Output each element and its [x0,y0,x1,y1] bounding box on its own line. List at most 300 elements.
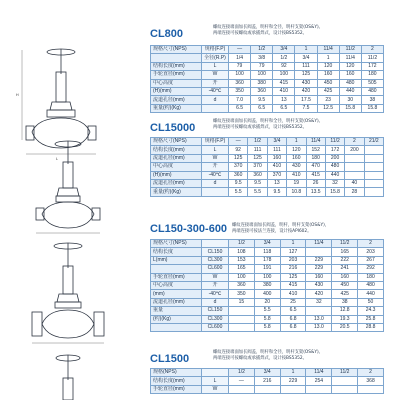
table-row [151,369,384,377]
row-unit: -40℃ [202,171,229,179]
table-cell: 9.5 [267,188,286,196]
table-cell: 420 [295,87,317,95]
row-unit: L [202,62,229,70]
table-row [151,290,384,298]
table-cell [229,385,255,393]
table-row [151,146,384,154]
row-unit: W [202,71,229,79]
section-desc: 螺纹连接端面加长阀盖，明杆和全径，明杆支架(OS&Y)。 两端连接可按螺纹或承插焊式，设计按BS5352。 [213,25,323,36]
table-cell [364,179,383,187]
table-row [151,154,384,162]
table-cell [229,323,255,331]
table-cell: 440 [358,290,384,298]
row-label: 结构长度(mm) [151,62,202,70]
table-cell: 19 [287,179,306,187]
row-label: 规格(NPS) [151,369,202,377]
table-cell: 203 [280,256,306,264]
row-unit: 开 [202,163,229,171]
svg-text:L: L [56,157,58,161]
table-cell: 120 [317,62,339,70]
row-label: (约)(Kg) [151,315,202,323]
table-cell: 2 [345,138,364,146]
table-cell: 120 [339,62,361,70]
table-cell: 165 [332,248,358,256]
table-cell [254,385,280,393]
table-cell: 425 [317,87,339,95]
table-cell: 11/2 [332,369,358,377]
row-label [151,265,202,273]
table-cell: 11/4 [306,240,332,248]
table-cell [229,307,255,315]
table-cell: 5.8 [254,323,280,331]
table-cell: 1 [280,240,306,248]
row-unit: L [202,377,229,385]
table-cell: 180 [358,273,384,281]
row-unit [202,188,229,196]
table-cell: 3/4 [254,369,280,377]
table-cell: 13.0 [306,315,332,323]
table-cell [306,248,332,256]
table-cell: 11/2 [361,54,383,62]
table-cell: 222 [332,256,358,264]
table-cell: 178 [254,256,280,264]
row-label: 中心高度 [151,79,202,87]
table-cell: 505 [361,79,383,87]
row-label [151,323,202,331]
table-cell: 1/4 [229,54,251,62]
table-cell: 20.5 [332,323,358,331]
table-cell: 26 [306,179,325,187]
table-cell: 229 [280,377,306,385]
table-cell: 108 [229,248,255,256]
table-row [151,87,384,95]
table-cell [364,146,383,154]
table-cell: 10.8 [287,188,306,196]
table-cell: 12.8 [332,307,358,315]
table-cell [306,307,332,315]
row-unit: W [202,273,229,281]
table-cell: 100 [251,71,273,79]
table-cell: 20 [254,298,280,306]
row-label: 流道孔径(mm) [151,179,202,187]
table-cell: 11/2 [325,138,344,146]
table-cell: 480 [325,163,344,171]
table-cell: 254 [306,377,332,385]
row-label: 手轮直径(mm) [151,385,202,393]
row-unit: W [202,154,229,162]
table-cell: 13 [273,96,295,104]
row-unit: 开 [202,281,229,289]
table-cell: 38 [361,96,383,104]
table-row [151,307,384,315]
table-cell: 125 [280,273,306,281]
table-cell: 1 [280,369,306,377]
table-cell: 15.8 [339,104,361,112]
table-row [151,171,384,179]
table-cell: 350 [229,87,251,95]
table-cell: 32 [325,179,344,187]
table-cell: 380 [254,281,280,289]
table-cell: 92 [229,146,248,154]
table-cell: 25 [280,298,306,306]
table-cell: 292 [358,265,384,273]
table-cell [332,377,358,385]
row-label: 中心高度 [151,163,202,171]
table-row [151,104,384,112]
row-unit: -40℃ [202,290,229,298]
table-cell: 120 [287,146,306,154]
table-cell: 216 [280,265,306,273]
table-cell: 38 [332,298,358,306]
row-unit: d [202,96,229,104]
section-desc: 螺纹连接端面加长阀盖，明杆，明杆支架(OS&Y)， 两端连接可按法兰连接，设计按API602。 [232,223,330,234]
table-row [151,240,384,248]
table-cell: 241 [332,265,358,273]
table-cell: 180 [361,71,383,79]
table-cell: 21/2 [364,138,383,146]
table-cell: 172 [325,146,344,154]
table-cell: 6.5 [251,104,273,112]
section-title: CL15000 [150,122,196,134]
table-cell: 160 [287,154,306,162]
table-cell: 15.8 [325,188,344,196]
row-unit: -40℃ [202,87,229,95]
table-cell: — [229,138,248,146]
table-cell: 1/2 [229,369,255,377]
table-cell: 11/4 [339,54,361,62]
table-cell: 1/2 [273,54,295,62]
row-unit: CL300 [202,256,229,264]
table-row [151,46,384,54]
table-cell: 180 [306,154,325,162]
row-unit: CL600 [202,323,229,331]
table-row [151,188,384,196]
row-unit [202,104,229,112]
table-cell: 11/2 [332,240,358,248]
table-row [151,96,384,104]
table-cell: 13.0 [306,323,332,331]
row-label: 重量(约)(Kg) [151,188,202,196]
row-unit: L [202,146,229,154]
table-cell: 1 [287,138,306,146]
section-title: CL150-300-600 [150,223,228,235]
table-cell: 430 [295,79,317,87]
row-label: 结构长度 [151,248,202,256]
table-cell [345,154,364,162]
table-cell: 410 [287,171,306,179]
spec-table [150,137,384,197]
row-unit: d [202,179,229,187]
row-unit: CL300 [202,315,229,323]
table-cell: 23 [317,96,339,104]
table-cell [345,163,364,171]
table-cell: 11/2 [339,46,361,54]
table-cell: 410 [280,290,306,298]
table-cell: 410 [273,87,295,95]
table-cell: 430 [287,163,306,171]
row-label: L(mm) [151,256,202,264]
table-cell: 165 [229,265,255,273]
table-cell: 1 [317,54,339,62]
table-cell [364,188,383,196]
row-unit: d [202,298,229,306]
table-cell: 7.5 [295,104,317,112]
table-cell: 40 [345,179,364,187]
table-cell: 13.5 [306,188,325,196]
table-cell: 368 [358,377,384,385]
spec-table [150,45,384,113]
table-cell: 1/2 [251,46,273,54]
table-cell: 100 [229,273,255,281]
table-cell: 480 [361,87,383,95]
table-cell: 420 [306,290,332,298]
table-cell: 111 [267,146,286,154]
table-cell: — [229,46,251,54]
table-cell: 3/4 [273,46,295,54]
table-cell: 430 [306,281,332,289]
table-cell: 111 [295,62,317,70]
table-cell: 425 [332,290,358,298]
table-cell: 19.3 [332,315,358,323]
row-label: 规格尺寸(NPS) [151,46,202,54]
table-cell: 153 [229,256,255,264]
table-cell: 1/2 [248,138,267,146]
table-cell: 203 [358,248,384,256]
table-cell: 15.8 [361,104,383,112]
table-cell: 6.5 [229,104,251,112]
table-cell: 11/4 [317,46,339,54]
table-cell: 9.5 [251,96,273,104]
row-unit [202,240,229,248]
table-cell [358,385,384,393]
table-cell: 3/4 [254,240,280,248]
row-unit: CL150 [202,307,229,315]
table-cell: 125 [248,154,267,162]
table-row [151,256,384,264]
valve-drawing [30,136,106,236]
table-cell: 79 [251,62,273,70]
table-row [151,79,384,87]
section-title: CL1500 [150,353,190,365]
row-unit: 开 [202,79,229,87]
table-cell: 200 [345,146,364,154]
table-row [151,179,384,187]
table-cell: 13 [267,179,286,187]
table-cell [364,163,383,171]
table-cell: 100 [254,273,280,281]
table-cell: 191 [254,265,280,273]
table-cell: 127 [280,248,306,256]
table-cell: 380 [251,79,273,87]
table-cell [364,171,383,179]
table-cell: 229 [306,265,332,273]
row-label: (H)(mm) [151,87,202,95]
table-row [151,54,384,62]
table-cell: 5.5 [229,188,248,196]
table-cell: 3/8 [251,54,273,62]
table-row [151,385,384,393]
section-desc: 螺纹连接端面加长阀盖，明杆和全径，明杆支架(OS&Y)。 两端连接可按螺纹或承插焊式，设计按BS5352。 [213,350,323,361]
table-cell: 160 [339,71,361,79]
table-cell: 216 [254,377,280,385]
table-cell [364,154,383,162]
row-label: (mm) [151,290,202,298]
table-cell: 9.5 [229,179,248,187]
table-cell: 450 [332,281,358,289]
table-cell: 50 [358,298,384,306]
table-cell: 160 [332,273,358,281]
row-label: 重量(约)(Kg) [151,104,202,112]
table-row [151,138,384,146]
table-row [151,71,384,79]
table-cell: 12.5 [317,104,339,112]
row-label: 重量 [151,307,202,315]
table-cell: 160 [267,154,286,162]
table-cell: 152 [306,146,325,154]
row-label: 流道孔径(mm) [151,298,202,306]
table-cell: 125 [295,71,317,79]
table-row [151,298,384,306]
table-row [151,315,384,323]
table-cell: 11/4 [306,138,325,146]
table-cell: 9.5 [248,179,267,187]
table-cell: 111 [248,146,267,154]
table-cell [345,171,364,179]
table-cell: 125 [229,154,248,162]
table-cell: 28 [345,188,364,196]
section-title: CL800 [150,28,184,40]
table-row [151,265,384,273]
table-cell: 360 [229,171,248,179]
valve-drawing [38,352,98,400]
row-unit: 全径(R.P) [202,54,229,62]
valve-drawing [28,238,108,346]
table-cell: 2 [358,369,384,377]
table-cell: 229 [306,256,332,264]
table-cell: 370 [267,171,286,179]
table-cell: 32 [306,298,332,306]
table-cell: 100 [273,71,295,79]
row-unit: CL150 [202,248,229,256]
row-label: (H)(mm) [151,171,202,179]
table-cell: 3/4 [295,54,317,62]
table-row [151,163,384,171]
table-cell: 3/4 [267,138,286,146]
row-label: 中心高度 [151,281,202,289]
table-cell: 360 [229,79,251,87]
row-label: 流道孔径(mm) [151,154,202,162]
section-desc: 螺纹连接端面加长阀盖，明杆和全径，明杆支架(OS&Y)。 两端连接可按螺纹或承插焊式，设计按BS5352。 [213,119,323,130]
table-cell: 6.5 [273,104,295,112]
table-row [151,62,384,70]
table-cell: — [229,377,255,385]
table-cell: 470 [306,163,325,171]
table-row [151,377,384,385]
row-label: 结构长度(mm) [151,377,202,385]
table-cell: 360 [248,171,267,179]
row-label: 手轮直径(mm) [151,71,202,79]
row-label: 规格尺寸(NPS) [151,138,202,146]
table-cell: 6.5 [280,307,306,315]
table-cell: 267 [358,256,384,264]
table-row [151,248,384,256]
table-cell [229,315,255,323]
table-cell: 360 [251,87,273,95]
spec-table [150,239,384,332]
table-cell: 440 [339,87,361,95]
table-row [151,323,384,331]
row-label: 结构长度(mm) [151,146,202,154]
table-row [151,273,384,281]
table-cell: 415 [306,171,325,179]
table-cell: 160 [317,71,339,79]
table-cell: 6.8 [280,323,306,331]
row-label: 规格尺寸(NPS) [151,240,202,248]
table-cell: 160 [306,273,332,281]
table-cell: 440 [325,171,344,179]
row-unit: CL600 [202,265,229,273]
table-cell: 172 [361,62,383,70]
table-cell: 92 [273,62,295,70]
table-cell: 200 [325,154,344,162]
table-cell: 24.3 [358,307,384,315]
table-cell: 450 [317,79,339,87]
table-cell: 11/4 [306,369,332,377]
table-cell [332,385,358,393]
table-cell: 1/2 [229,240,255,248]
table-cell: 7.0 [229,96,251,104]
table-cell: 1 [295,46,317,54]
table-cell: 415 [280,281,306,289]
table-cell: 118 [254,248,280,256]
table-cell: 5.5 [254,307,280,315]
table-cell: 6.8 [280,315,306,323]
table-cell [280,385,306,393]
table-cell: 410 [267,163,286,171]
row-unit: W [202,385,229,393]
table-cell: 480 [358,281,384,289]
table-cell: 415 [273,79,295,87]
svg-text:H: H [16,93,19,97]
row-unit: 规格(F.P) [202,46,229,54]
table-cell: 30 [339,96,361,104]
table-cell: 17.5 [295,96,317,104]
table-cell: 370 [248,163,267,171]
table-cell: 25.8 [358,315,384,323]
row-label [151,54,202,62]
table-cell: 400 [254,290,280,298]
row-unit: 规格(F.P) [202,138,229,146]
table-cell: 100 [229,71,251,79]
table-cell: 5.5 [248,188,267,196]
table-cell: 360 [229,281,255,289]
table-cell [306,385,332,393]
table-cell: 350 [229,290,255,298]
row-label: 手轮直径(mm) [151,273,202,281]
table-cell: 15 [229,298,255,306]
table-cell: 79 [229,62,251,70]
table-cell: 2 [358,240,384,248]
table-cell: 5.8 [254,315,280,323]
row-unit [202,369,229,377]
row-label: 流道孔径(mm) [151,96,202,104]
table-row [151,281,384,289]
table-cell: 28.8 [358,323,384,331]
table-cell: 2 [361,46,383,54]
spec-table [150,368,384,394]
table-cell: 480 [339,79,361,87]
table-cell: 370 [229,163,248,171]
